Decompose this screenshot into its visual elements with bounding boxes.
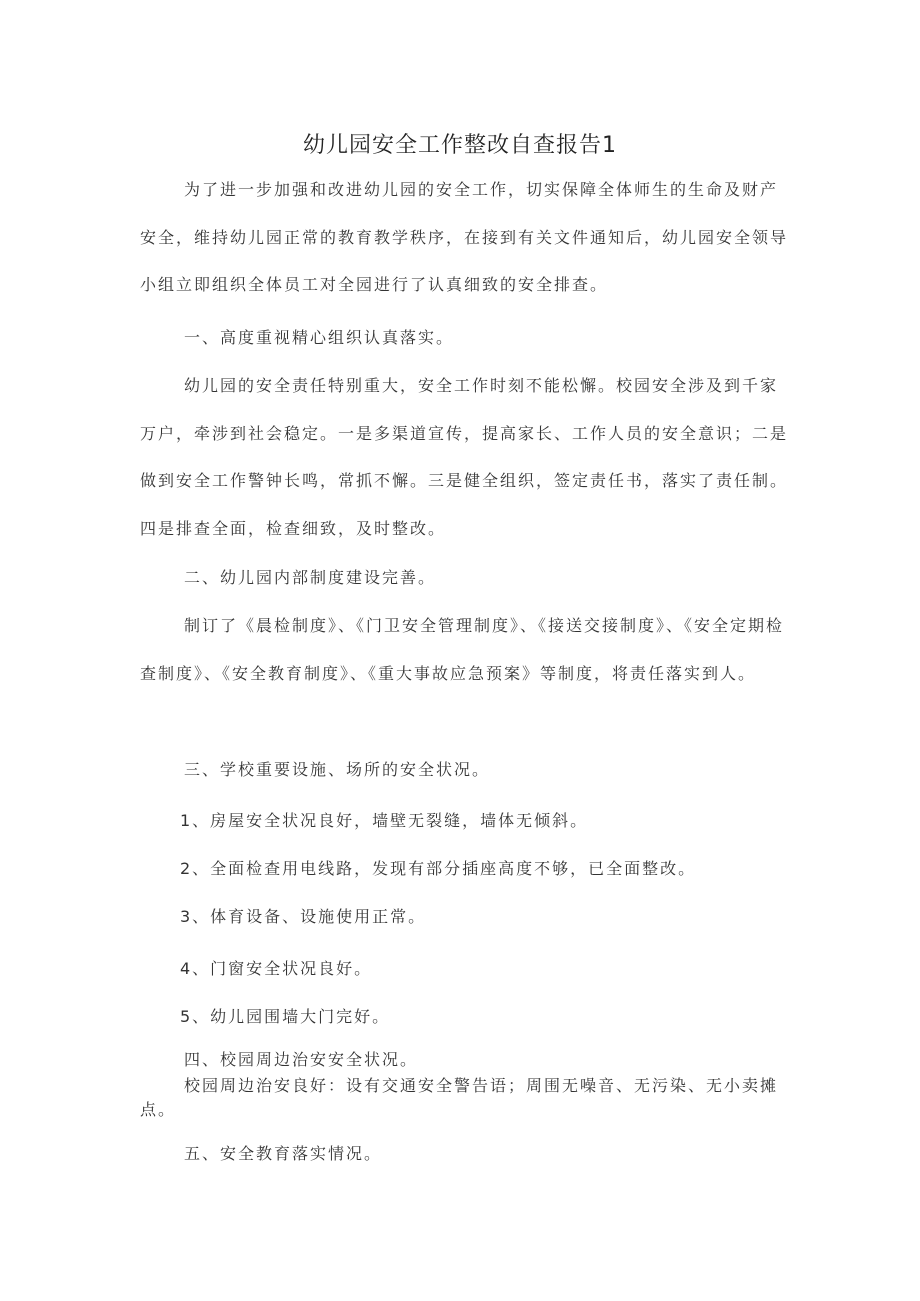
section3-heading: 三、学校重要设施、场所的安全状况。	[184, 760, 491, 779]
list-item: 4、门窗安全状况良好。	[180, 959, 373, 978]
section5-heading: 五、安全教育落实情况。	[184, 1144, 383, 1163]
list-item: 1、房屋安全状况良好，墙壁无裂缝，墙体无倾斜。	[180, 811, 589, 830]
list-item: 2、全面检查用电线路，发现有部分插座高度不够，已全面整改。	[180, 859, 697, 878]
section4-body: 校园周边治安良好：设有交通安全警告语；周围无噪音、无污染、无小卖摊点。	[140, 1076, 779, 1119]
intro-paragraph: 为了进一步加强和改进幼儿园的安全工作，切实保障全体师生的生命及财产安全，维持幼儿园正常的教育教学秩序，在接到有关文件通知后，幼儿园安全领导小组立即组织全体员工对全园进行了认真细致的安全排查。	[140, 180, 789, 294]
section4-heading: 四、校园周边治安安全状况。	[184, 1050, 419, 1069]
list-item: 5、幼儿园围墙大门完好。	[180, 1007, 391, 1026]
section2-body: 制订了《晨检制度》、《门卫安全管理制度》、《接送交接制度》、《安全定期检查制度》、《安全教育制度》、《重大事故应急预案》等制度，将责任落实到人。	[140, 616, 785, 683]
section1-body: 幼儿园的安全责任特别重大，安全工作时刻不能松懈。校园安全涉及到千家万户，牵涉到社会稳定。一是多渠道宣传，提高家长、工作人员的安全意识；二是做到安全工作警钟长鸣，常抓不懈。三是健全组织，签定责任书，落实了责任制。四是排查全面，检查细致，及时整改。	[140, 376, 789, 538]
section1-heading: 一、高度重视精心组织认真落实。	[184, 328, 455, 347]
list-item: 3、体育设备、设施使用正常。	[180, 907, 427, 926]
section2-heading: 二、幼儿园内部制度建设完善。	[184, 568, 437, 587]
page-title: 幼儿园安全工作整改自查报告1	[303, 133, 617, 158]
